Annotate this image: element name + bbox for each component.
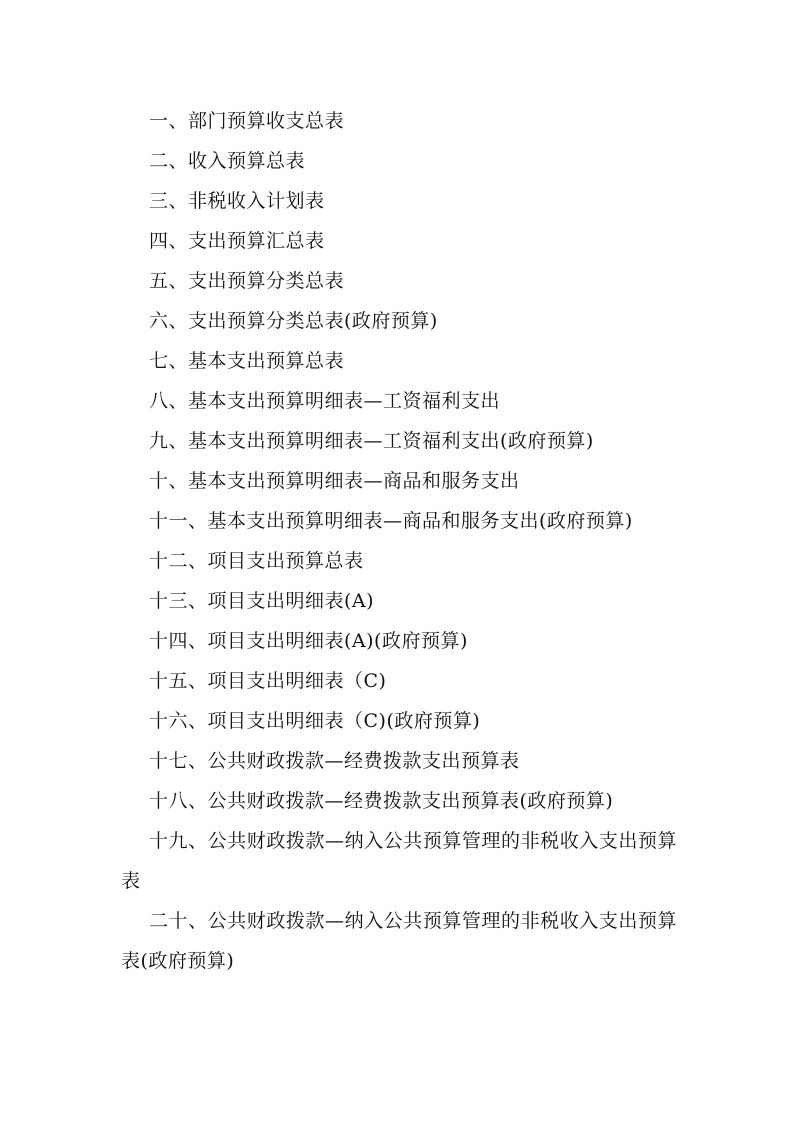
toc-item: 九、基本支出预算明细表—工资福利支出(政府预算) [149, 430, 594, 452]
toc-item: 三、非税收入计划表 [149, 190, 325, 212]
toc-item: 四、支出预算汇总表 [149, 230, 325, 252]
toc-item: 十四、项目支出明细表(A)(政府预算) [149, 630, 468, 652]
toc-item: 一、部门预算收支总表 [149, 110, 345, 132]
toc-item: 十六、项目支出明细表（C)(政府预算) [149, 710, 481, 732]
toc-item: 六、支出预算分类总表(政府预算) [149, 310, 438, 332]
toc-item: 十七、公共财政拨款—经费拨款支出预算表 [149, 750, 520, 772]
toc-item: 十九、公共财政拨款—纳入公共预算管理的非税收入支出预算表 [121, 830, 677, 892]
toc-item: 十、基本支出预算明细表—商品和服务支出 [149, 470, 520, 492]
table-of-contents [121, 101, 677, 981]
toc-item: 五、支出预算分类总表 [149, 270, 345, 292]
toc-item: 十八、公共财政拨款—经费拨款支出预算表(政府预算) [149, 790, 614, 812]
toc-item: 十二、项目支出预算总表 [149, 550, 364, 572]
toc-item: 八、基本支出预算明细表—工资福利支出 [149, 390, 501, 412]
toc-item: 二十、公共财政拨款—纳入公共预算管理的非税收入支出预算表(政府预算) [121, 910, 677, 972]
toc-item: 十五、项目支出明细表（C) [149, 670, 387, 692]
toc-item: 十一、基本支出预算明细表—商品和服务支出(政府预算) [149, 510, 633, 532]
toc-item: 七、基本支出预算总表 [149, 350, 345, 372]
toc-item: 二、收入预算总表 [149, 150, 306, 172]
toc-item: 十三、项目支出明细表(A) [149, 590, 375, 612]
